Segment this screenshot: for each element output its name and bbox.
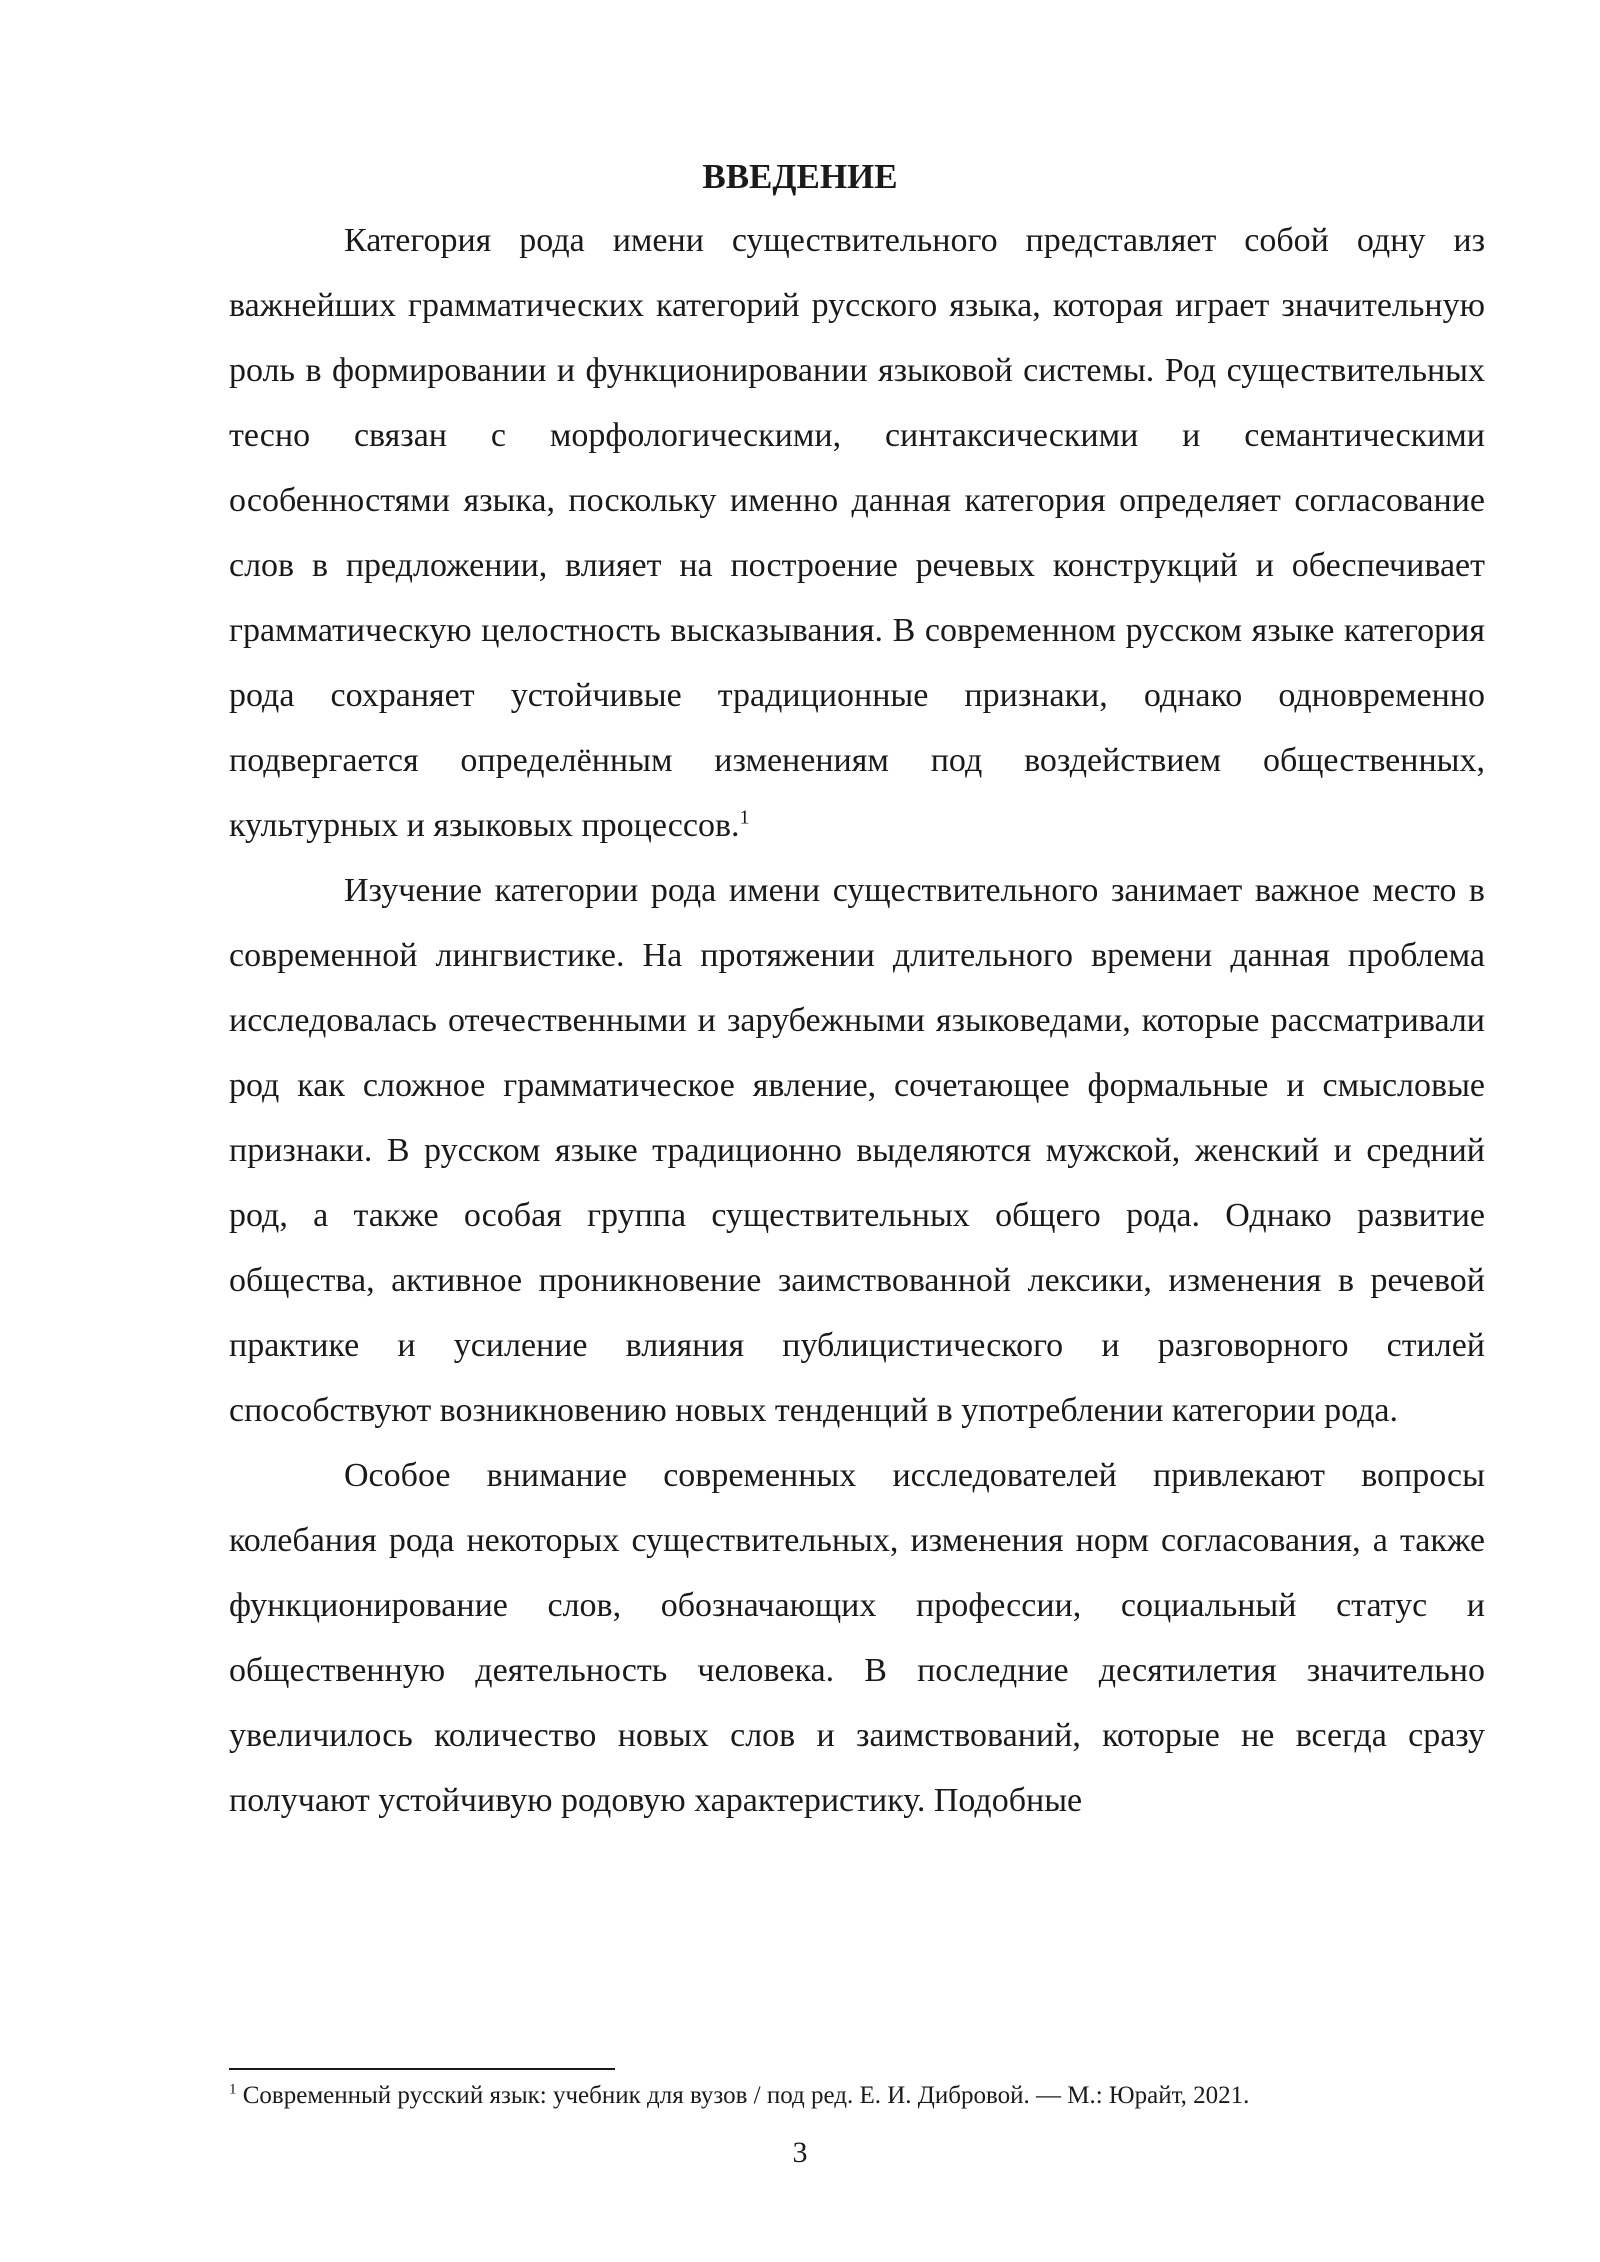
paragraph-1-text: Категория рода имени существительного представляет собой одну из важнейших грамматических категорий русского языка, которая играет значительную роль в формировании и функционировании языковой системы. Род существительных тесно связан с морфологическими, синтаксическими и семантическими особенностями языка, поскольку именно данная категория определяет согласование слов в предложении, влияет на построение речевых конструкций и обеспечивает грамматическую целостность высказывания. В современном русском языке категория рода сохраняет устойчивые традиционные признаки, однако одновременно подвергается определённым изменениям под воздействием общественных, культурных и языковых процессов. — [229, 222, 1485, 844]
footnote-text: Современный русский язык: учебник для вузов / под ред. Е. И. Дибровой. — М.: Юрайт, 2021. — [236, 2082, 1250, 2109]
paragraph-3 — [229, 1443, 1485, 1833]
paragraph-2 — [229, 858, 1485, 1443]
footnote-marker: 1 — [229, 2081, 237, 2098]
footnote-separator — [229, 2068, 615, 2070]
body-text — [229, 208, 1485, 1833]
footnote-reference[interactable]: 1 — [739, 806, 750, 829]
footnote — [229, 2078, 1485, 2114]
section-heading: ВВЕДЕНИЕ — [702, 157, 898, 196]
paragraph-3-text: Особое внимание современных исследователей привлекают вопросы колебания рода некоторых существительных, изменения норм согласования, а также функционирование слов, обозначающих профессии, социальный статус и общественную деятельность человека. В последние десятилетия значительно увеличилось количество новых слов и заимствований, которые не всегда сразу получают устойчивую родовую характеристику. Подобные — [229, 1457, 1485, 1819]
page-number: 3 — [792, 2136, 808, 2169]
paragraph-2-text: Изучение категории рода имени существительного занимает важное место в современной лингвистике. На протяжении длительного времени данная проблема исследовалась отечественными и зарубежными языковедами, которые рассматривали род как сложное грамматическое явление, сочетающее формальные и смысловые признаки. В русском языке традиционно выделяются мужской, женский и средний род, а также особая группа существительных общего рода. Однако развитие общества, активное проникновение заимствованной лексики, изменения в речевой практике и усиление влияния публицистического и разговорного стилей способствуют возникновению новых тенденций в употреблении категории рода. — [229, 872, 1485, 1429]
paragraph-1 — [229, 208, 1485, 858]
